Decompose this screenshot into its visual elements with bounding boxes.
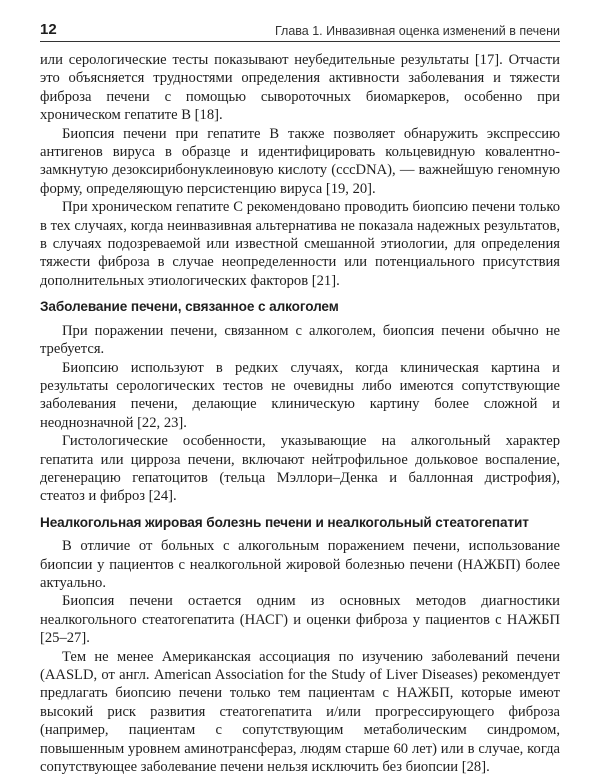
paragraph-nafld-3: Тем не менее Американская ассоциация по изучению заболеваний печени (AASLD, от англ. American Association for the Study of Liver Diseases) рекомендует предлагать биопсию печени только тем пациентам с НАЖБП, которые имеют высокий риск развития стеатогепатита и/или прогрессирующего фиброза (например, пациентам с сопутствующим метаболическим синдромом, повышенным уровнем аминотрансфераз, людям старше 60 лет) или в случае, когда сопутствующее заболевание печени нельзя исключить без биопсии [28]. [40, 648, 560, 776]
page-number: 12 [40, 21, 57, 38]
paragraph-alcohol-2: Биопсию используют в редких случаях, когда клиническая картина и результаты серологических тестов не очевидны либо имеются сопутствующие заболевания печени, делающие клиническую картину более сложной и неоднозначной [22, 23]. [40, 359, 560, 431]
page-header [40, 14, 560, 42]
page-body [40, 51, 560, 776]
section-heading-nafld: Неалкогольная жировая болезнь печени и неалкогольный стеатогепатит [40, 514, 529, 530]
paragraph-nafld-2: Биопсия печени остается одним из основных методов диагностики неалкогольного стеатогепатита (НАСГ) и оценки фиброза у пациентов с НАЖБП [25–27]. [40, 593, 560, 647]
paragraph-continued: или серологические тесты показывают неубедительные результаты [17]. Отчасти это объясняется трудностями определения активности заболевания и тяжести фиброза печени с помощью сывороточных биомаркеров, особенно при хроническом гепатите В [18]. [40, 52, 560, 124]
paragraph-hepatitis-b-biopsy: Биопсия печени при гепатите В также позволяет обнаружить экспрессию антигенов вируса в образце и идентифицировать кольцевидную ковалентно-замкнутую дезоксирибонуклеиновую кислоту (cccDNA), — важнейшую геномную форму, определяющую персистенцию вируса [19, 20]. [40, 125, 560, 197]
paragraph-nafld-1: В отличие от больных с алкогольным поражением печени, использование биопсии у пациентов с неалкогольной жировой болезнью печени (НАЖБП) более актуально. [40, 538, 560, 591]
running-head: Глава 1. Инвазивная оценка изменений в печени [274, 24, 560, 38]
paragraph-alcohol-3: Гистологические особенности, указывающие на алкогольный характер гепатита или цирроза печени, включают нейтрофильное дольковое воспаление, дегенерацию гепатоцитов (тельца Мэллори–Денка и баллонная дистрофия), стеатоз и фиброз [24]. [40, 433, 560, 505]
section-heading-alcohol: Заболевание печени, связанное с алкоголем [40, 299, 339, 315]
paragraph-alcohol-1: При поражении печени, связанном с алкоголем, биопсия печени обычно не требуется. [40, 322, 560, 358]
paragraph-hepatitis-c-biopsy: При хроническом гепатите С рекомендовано проводить биопсию печени только в тех случаях, когда неинвазивная альтернатива не показала надежных результатов, в случаях подозреваемой или известной смешанной этиологии, для определения тяжести фиброза в случае неопределенности или потенциального присутствия дополнительных этиологических факторов [21]. [40, 199, 560, 289]
